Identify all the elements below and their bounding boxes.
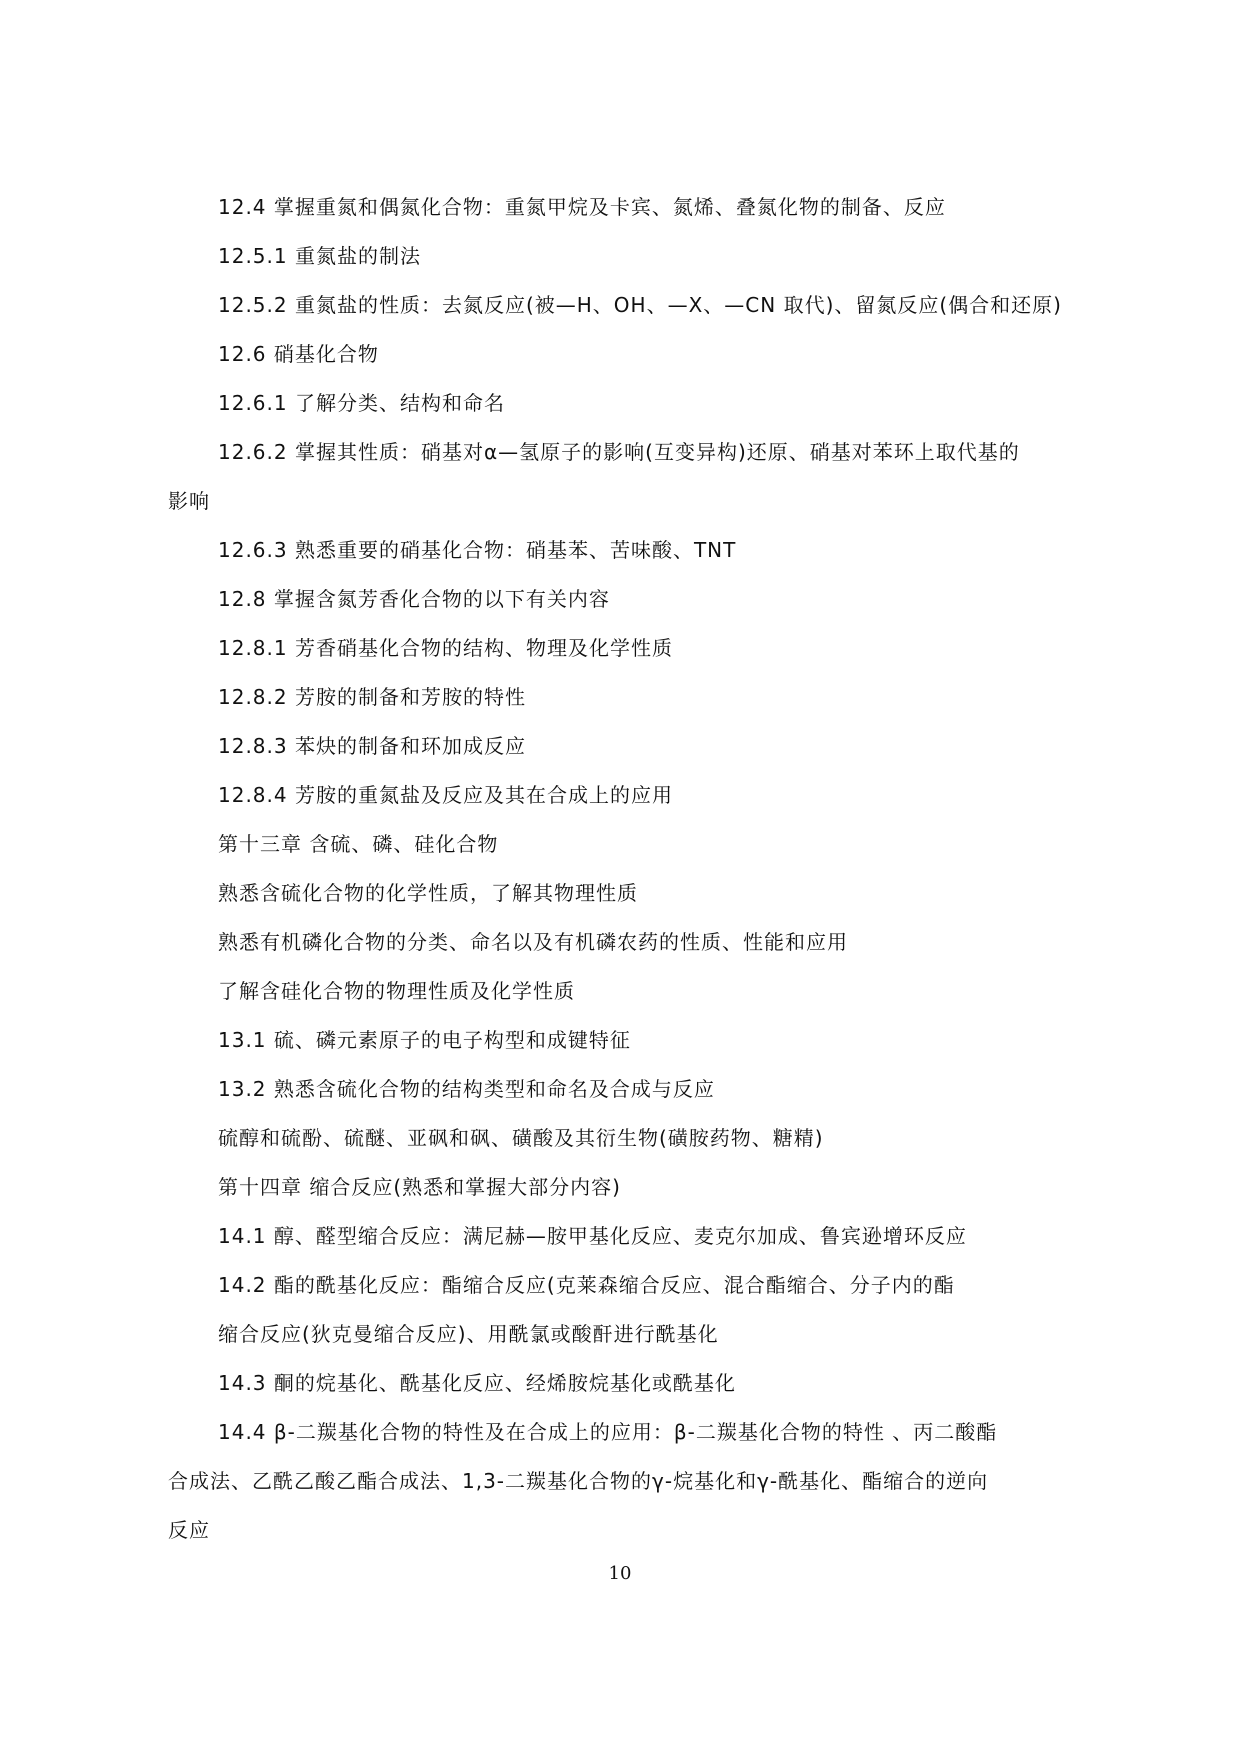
text-line: 熟悉含硫化合物的化学性质，了解其物理性质 <box>218 881 638 905</box>
text-line: 14.2 酯的酰基化反应：酯缩合反应(克莱森缩合反应、混合酯缩合、分子内的酯 <box>218 1273 955 1297</box>
text-line: 14.4 β-二羰基化合物的特性及在合成上的应用：β-二羰基化合物的特性 、丙二酸酯 <box>218 1420 998 1444</box>
text-line: 13.1 硫、磷元素原子的电子构型和成键特征 <box>218 1028 631 1052</box>
text-line: 12.8.1 芳香硝基化合物的结构、物理及化学性质 <box>218 636 673 660</box>
text-line: 12.4 掌握重氮和偶氮化合物：重氮甲烷及卡宾、氮烯、叠氮化物的制备、反应 <box>218 195 946 219</box>
text-line: 反应 <box>168 1518 210 1542</box>
page-content <box>168 183 1068 1555</box>
text-line: 硫醇和硫酚、硫醚、亚砜和砜、磺酸及其衍生物(磺胺药物、糖精) <box>218 1126 824 1150</box>
text-line: 了解含硅化合物的物理性质及化学性质 <box>218 979 575 1003</box>
text-line: 12.8.2 芳胺的制备和芳胺的特性 <box>218 685 526 709</box>
text-line: 12.5.1 重氮盐的制法 <box>218 244 421 268</box>
text-line: 12.8 掌握含氮芳香化合物的以下有关内容 <box>218 587 610 611</box>
text-line: 13.2 熟悉含硫化合物的结构类型和命名及合成与反应 <box>218 1077 715 1101</box>
chapter-heading: 第十三章 含硫、磷、硅化合物 <box>218 832 499 856</box>
text-line: 12.6 硝基化合物 <box>218 342 379 366</box>
text-line: 熟悉有机磷化合物的分类、命名以及有机磷农药的性质、性能和应用 <box>218 930 848 954</box>
text-line: 12.6.3 熟悉重要的硝基化合物：硝基苯、苦味酸、TNT <box>218 538 737 562</box>
page-number: 10 <box>608 1563 632 1584</box>
text-line: 12.8.3 苯炔的制备和环加成反应 <box>218 734 526 758</box>
text-line: 合成法、乙酰乙酸乙酯合成法、1,3-二羰基化合物的γ-烷基化和γ-酰基化、酯缩合的逆向 <box>168 1469 989 1493</box>
text-line: 12.8.4 芳胺的重氮盐及反应及其在合成上的应用 <box>218 783 673 807</box>
chapter-heading: 第十四章 缩合反应(熟悉和掌握大部分内容) <box>218 1175 621 1199</box>
text-line: 缩合反应(狄克曼缩合反应)、用酰氯或酸酐进行酰基化 <box>218 1322 719 1346</box>
text-line: 12.6.2 掌握其性质：硝基对α—氢原子的影响(互变异构)还原、硝基对苯环上取代基的 <box>218 440 1020 464</box>
text-line: 12.6.1 了解分类、结构和命名 <box>218 391 505 415</box>
text-line: 14.1 醇、醛型缩合反应：满尼赫—胺甲基化反应、麦克尔加成、鲁宾逊增环反应 <box>218 1224 967 1248</box>
text-line: 14.3 酮的烷基化、酰基化反应、经烯胺烷基化或酰基化 <box>218 1371 736 1395</box>
text-line: 12.5.2 重氮盐的性质：去氮反应(被—H、OH、—X、—CN 取代)、留氮反应(偶合和还原) <box>218 293 1062 317</box>
text-line: 影响 <box>168 489 210 513</box>
